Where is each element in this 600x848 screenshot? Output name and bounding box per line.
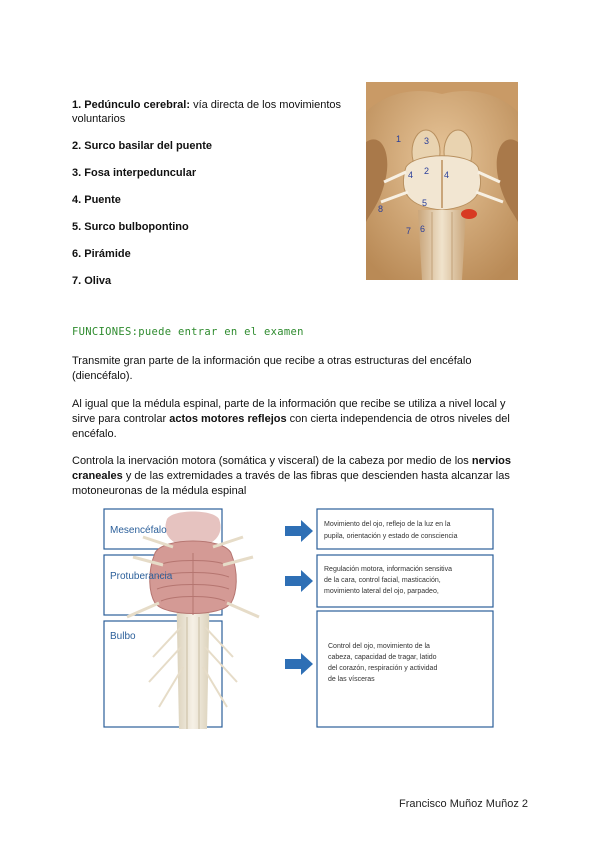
arrow-right-icon [285,520,313,542]
function-text: cabeza, capacidad de tragar, latido [328,654,437,661]
region-label-mesencefalo: Mesencéfalo [110,525,167,536]
image-label: 5 [422,198,428,208]
image-label: 2 [424,166,430,176]
image-label: 6 [420,224,426,234]
list-item: 3. Fosa interpeduncular [72,167,197,179]
image-label: 3 [424,136,430,146]
image-label: 7 [406,226,412,236]
function-text: pupila, orientación y estado de consciencia [324,533,458,540]
arrow-right-icon [285,570,313,592]
region-label-protuberancia: Protuberancia [110,571,173,582]
list-item: 2. Surco basilar del puente [72,140,213,152]
functions-heading: FUNCIONES:puede entrar en el examen [72,326,304,338]
paragraph-reflexes: Al igual que la médula espinal, parte de la información que recibe se utiliza a nivel local y sirve para controlar actos motores reflejos con cierta independencia de otros niveles del encéfalo. [72,398,510,440]
list-item: 1. Pedúnculo cerebral: vía directa de los movimientos voluntarios [72,99,342,125]
function-text: Regulación motora, información sensitiva [324,566,453,573]
arrow-right-icon [285,653,313,675]
function-text: movimiento lateral del ojo, parpadeo, [324,588,439,595]
list-item: 7. Oliva [72,275,112,287]
brainstem-illustration [366,82,518,280]
function-text: Control del ojo, movimiento de la [328,643,430,650]
function-text: de las vísceras [328,676,375,683]
function-text: del corazón, respiración y actividad [328,665,438,672]
function-text: de la cara, control facial, masticación, [324,577,441,584]
brainstem-parts-list [72,98,357,301]
image-label: 1 [396,134,402,144]
paragraph-motor-innervation: Controla la inervación motora (somática y visceral) de la cabeza por medio de los nervios craneales y de las extremidades a través de las fibras que descienden hasta alcanzar las motoneuronas de la médula espinal [72,455,511,497]
image-label: 4 [408,170,414,180]
function-box-mesencefalo [317,509,493,549]
image-label: 4 [444,170,450,180]
page-footer: Francisco Muñoz Muñoz 2 [399,798,528,810]
list-item: 4. Puente [72,194,121,206]
region-label-bulbo: Bulbo [110,631,136,642]
image-label: 8 [378,204,384,214]
paragraph-transmission: Transmite gran parte de la información que recibe a otras estructuras del encéfalo (diencéfalo). [72,355,472,382]
function-text: Movimiento del ojo, reflejo de la luz en la [324,521,451,528]
list-item: 6. Pirámide [72,248,131,260]
list-item: 5. Surco bulbopontino [72,221,189,233]
brainstem-functions-diagram [103,507,495,729]
